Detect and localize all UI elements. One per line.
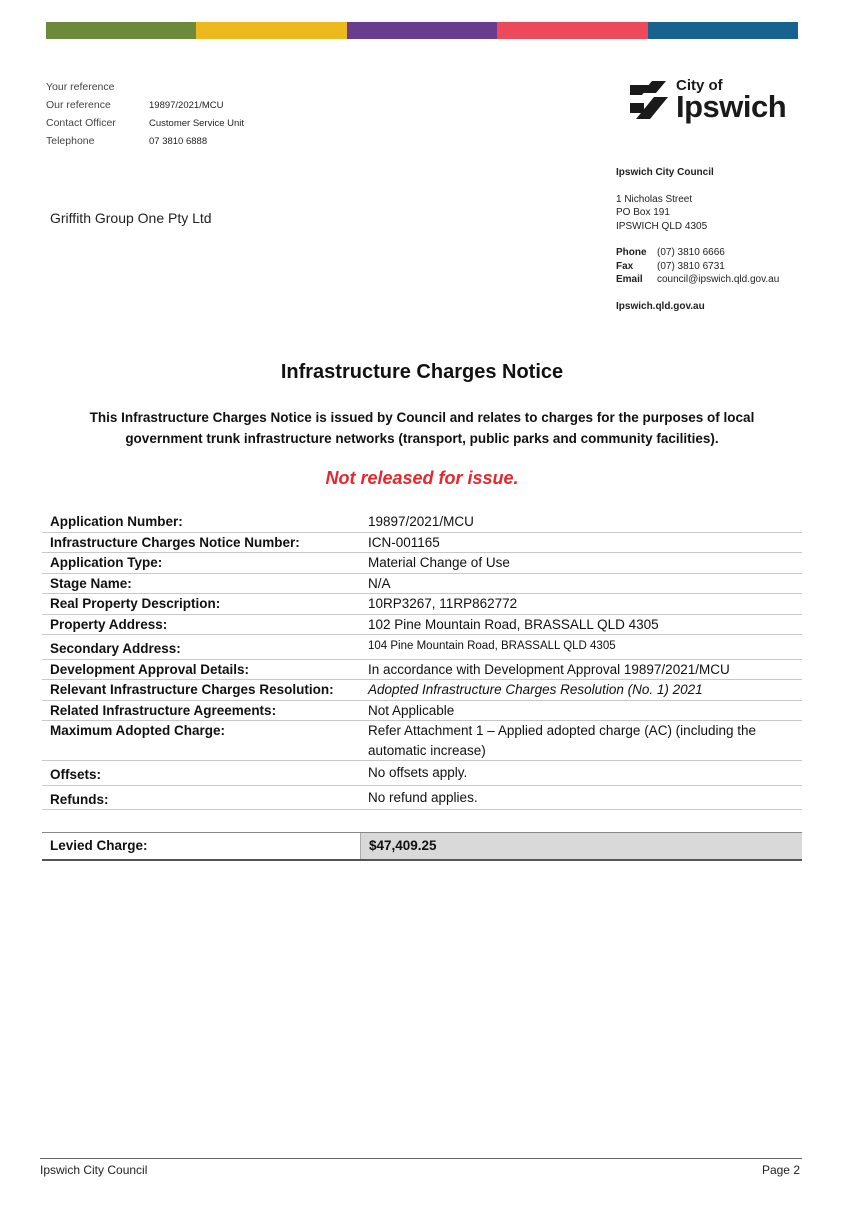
table-row (42, 680, 802, 701)
detail-value: Not Applicable (368, 702, 455, 718)
ref-label: Contact Officer (46, 117, 116, 129)
detail-value: 10RP3267, 11RP862772 (368, 596, 518, 611)
detail-value: ICN-001165 (368, 534, 440, 550)
fax-value: (07) 3810 6731 (657, 260, 725, 272)
address-line: IPSWICH QLD 4305 (616, 220, 708, 232)
ipswich-logo-mark-icon (628, 79, 670, 121)
detail-value: N/A (368, 575, 391, 591)
table-row (42, 512, 802, 533)
city-of-ipswich-logo (628, 78, 786, 122)
notice-details-table (42, 512, 802, 861)
detail-value: No refund applies. (368, 789, 478, 805)
table-row (42, 553, 802, 574)
color-segment-red (497, 22, 647, 39)
not-released-warning: Not released for issue. (325, 468, 519, 488)
ref-value: Customer Service Unit (149, 117, 245, 129)
table-spacer (42, 810, 802, 832)
address-line: PO Box 191 (616, 207, 670, 218)
table-row (42, 761, 802, 786)
page-title: Infrastructure Charges Notice (280, 361, 564, 383)
table-row (42, 594, 802, 615)
detail-label: Maximum Adopted Charge: (50, 723, 226, 738)
levied-charge-row (42, 832, 802, 861)
ref-value: 07 3810 6888 (149, 135, 208, 147)
levied-charge-label: Levied Charge: (50, 838, 148, 853)
table-row (42, 533, 802, 554)
detail-value: Refer Attachment 1 – Applied adopted charge (AC) (including the automatic increase) (368, 723, 756, 758)
reference-block (46, 78, 244, 150)
table-row (42, 721, 802, 761)
detail-value: Material Change of Use (368, 555, 510, 570)
detail-label: Secondary Address: (50, 641, 181, 656)
ref-value: 19897/2021/MCU (149, 99, 224, 111)
color-segment-yellow (196, 22, 346, 39)
detail-value: Adopted Infrastructure Charges Resolution (No. 1) 2021 (368, 682, 703, 697)
detail-label: Application Type: (50, 555, 163, 570)
table-row (42, 574, 802, 595)
color-segment-blue (648, 22, 798, 39)
ref-label: Telephone (46, 135, 95, 147)
table-row (42, 660, 802, 681)
contact-key: Fax (616, 260, 634, 272)
footer-council-name: Ipswich City Council (40, 1163, 148, 1177)
detail-label: Offsets: (50, 767, 102, 782)
detail-label: Real Property Description: (50, 596, 221, 611)
detail-label: Development Approval Details: (50, 661, 250, 677)
ref-label: Your reference (46, 81, 115, 93)
recipient-name: Griffith Group One Pty Ltd (50, 210, 212, 226)
detail-value: No offsets apply. (368, 765, 468, 780)
detail-label: Refunds: (50, 791, 109, 807)
table-row (42, 615, 802, 636)
table-row (42, 635, 802, 660)
detail-label: Relevant Infrastructure Charges Resolution: (50, 682, 334, 697)
color-segment-green (46, 22, 196, 39)
table-row (42, 786, 802, 811)
detail-label: Infrastructure Charges Notice Number: (50, 534, 300, 550)
brand-color-bar (46, 22, 798, 39)
council-name: Ipswich City Council (616, 167, 714, 178)
table-row (42, 701, 802, 722)
footer-divider (40, 1158, 802, 1159)
intro-paragraph: This Infrastructure Charges Notice is issued by Council and relates to charges for the purposes of local government trunk infrastructure networks (transport, public parks and community facilities). (89, 410, 755, 446)
phone-value: (07) 3810 6666 (657, 247, 725, 258)
detail-label: Stage Name: (50, 575, 132, 591)
footer-page-number: Page 2 (761, 1163, 800, 1177)
contact-key: Phone (616, 247, 647, 258)
levied-charge-value: $47,409.25 (360, 833, 802, 859)
logo-text-city-of: City of (676, 77, 723, 94)
detail-label: Property Address: (50, 616, 168, 632)
email-value: council@ipswich.qld.gov.au (657, 274, 780, 285)
contact-key: Email (616, 274, 643, 285)
council-address (616, 193, 779, 234)
detail-label: Related Infrastructure Agreements: (50, 702, 277, 718)
logo-text-ipswich: Ipswich (676, 89, 787, 124)
council-website: Ipswich.qld.gov.au (616, 300, 705, 312)
color-segment-purple (347, 22, 497, 39)
detail-value: 102 Pine Mountain Road, BRASSALL QLD 4305 (368, 616, 659, 632)
address-line: 1 Nicholas Street (616, 193, 693, 205)
council-contact-block (616, 166, 779, 313)
detail-value: 19897/2021/MCU (368, 514, 474, 529)
detail-label: Application Number: (50, 514, 183, 529)
ref-label: Our reference (46, 99, 111, 111)
detail-value: In accordance with Development Approval 19897/2021/MCU (368, 661, 730, 677)
detail-value: 104 Pine Mountain Road, BRASSALL QLD 4305 (368, 640, 616, 652)
